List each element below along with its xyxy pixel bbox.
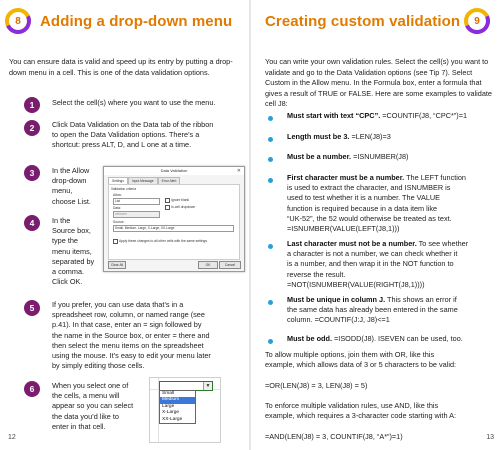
left-page bbox=[0, 0, 249, 450]
source-input[interactable]: Small, Medium, Large, X-Large, XX-Large bbox=[113, 225, 234, 232]
cancel-button[interactable]: Cancel bbox=[219, 261, 241, 269]
dialog-body bbox=[108, 184, 240, 260]
rule-heading: Must be a number. bbox=[287, 152, 352, 161]
step-line: spreadsheet row, column, or named range (see bbox=[52, 310, 205, 320]
page-badge-number: 9 bbox=[474, 15, 480, 27]
right-intro: You can write your own validation rules. Select the cell(s) you want to validate and go to the Data Validation options (see Tip 7). Select Custom in the Allow menu. In the Formula box, enter a formula that gives a result of TRUE or FALSE. Here are some examples to validate cell J8: bbox=[265, 57, 492, 109]
rule-line: is used to extract the character, and ISNUMBER is bbox=[287, 183, 451, 193]
validation-rule bbox=[287, 295, 499, 326]
note-line: example, which allows data of 3 or 5 characters to be valid: bbox=[265, 360, 457, 370]
step-line: p.41). In that case, enter an = sign followed by bbox=[52, 320, 202, 330]
rule-line: a character is not a number, we can check whether it bbox=[287, 249, 458, 259]
bullet-icon bbox=[268, 137, 273, 142]
step-line: In the Allow bbox=[52, 166, 90, 175]
rule-line: =NOT(ISNUMBER(VALUE(RIGHT(J8,1)))) bbox=[287, 279, 425, 289]
bullet-icon bbox=[268, 157, 273, 162]
left-intro: You can ensure data is valid and speed up its entry by putting a drop-down menu in a cell. This is one of the data validation options. bbox=[9, 57, 233, 77]
closing-notes bbox=[265, 350, 497, 442]
step-line: by simply editing those cells. bbox=[52, 361, 145, 371]
bullet-icon bbox=[268, 178, 273, 183]
left-title: Adding a drop-down menu bbox=[40, 13, 233, 30]
step-line: a comma. bbox=[52, 267, 85, 277]
allow-label: Allow: bbox=[113, 193, 122, 197]
step-line: shortcut: press ALT, D, and L one at a time. bbox=[52, 140, 192, 150]
step-line: the name in the Source box, or enter = there and bbox=[52, 330, 210, 340]
ok-button[interactable]: OK bbox=[198, 261, 218, 269]
validation-rule bbox=[287, 173, 499, 234]
close-icon[interactable]: ✕ bbox=[236, 168, 241, 174]
step-line: menu items, bbox=[52, 246, 92, 256]
step-5-text bbox=[52, 300, 247, 371]
rule-line: =LEN(J8)=3 bbox=[349, 132, 391, 141]
page-badge-number: 8 bbox=[15, 15, 21, 27]
step-line: enter in that cell. bbox=[52, 421, 106, 431]
step-line: choose List. bbox=[52, 196, 91, 206]
dropdown-option[interactable]: Small bbox=[162, 391, 174, 396]
validation-rule bbox=[287, 132, 497, 142]
step-number: 6 bbox=[24, 381, 40, 397]
tab-settings[interactable]: Settings bbox=[108, 177, 128, 184]
note-line: To enforce multiple validation rules, use AND, like this bbox=[265, 401, 439, 411]
page-number-right: 13 bbox=[486, 434, 494, 441]
step-4-text bbox=[52, 216, 102, 287]
rule-line: =ISNUMBER(J8) bbox=[351, 152, 409, 161]
step-line: to open the Data Validation options. There’s a bbox=[52, 130, 200, 140]
step-line: Source box, bbox=[52, 226, 91, 236]
dropdown-option[interactable]: Large bbox=[162, 403, 175, 409]
step-number: 1 bbox=[24, 97, 40, 113]
source-label: Source: bbox=[113, 220, 125, 224]
rule-line: the same data has already been entered in the same bbox=[287, 305, 458, 315]
clear-all-button[interactable]: Clear All bbox=[108, 261, 126, 269]
step-line: drop-down bbox=[52, 176, 87, 186]
rule-line: This shows an error if bbox=[385, 295, 457, 304]
note-line: =AND(LEN(J8) = 3, COUNTIF(J8, “A*”)=1) bbox=[265, 431, 403, 441]
step-number: 4 bbox=[24, 215, 40, 231]
bullet-icon bbox=[268, 339, 273, 344]
ignore-blank-checkbox[interactable] bbox=[165, 198, 170, 203]
dropdown-option-selected[interactable]: Medium bbox=[160, 397, 195, 403]
validation-rule bbox=[287, 111, 497, 121]
page-badge-right bbox=[464, 8, 490, 34]
rule-line: is a number, and then wrap it in the NOT function to bbox=[287, 259, 454, 269]
validation-rule bbox=[287, 239, 499, 290]
dropdown-screenshot bbox=[149, 377, 221, 443]
rule-line: To see whether bbox=[416, 239, 469, 248]
step-line: the cells, a menu will bbox=[52, 391, 120, 401]
step-line: In the bbox=[52, 216, 71, 225]
page-badge-left bbox=[5, 8, 31, 34]
dialog-title: Data Validation bbox=[104, 167, 244, 175]
rule-heading: Last character must not be a number. bbox=[287, 239, 417, 248]
rule-heading: First character must be a number. bbox=[287, 173, 405, 182]
rule-line: “UK-52”, the 52 would otherwise be treated as text. bbox=[287, 213, 452, 223]
ignore-blank-label: Ignore blank bbox=[171, 198, 190, 202]
step-line: Select the cell(s) where you want to use the menu. bbox=[52, 98, 216, 107]
step-line: type the bbox=[52, 236, 78, 246]
step-line: Click OK. bbox=[52, 277, 83, 287]
tab-error-alert[interactable]: Error Alert bbox=[158, 177, 181, 184]
data-validation-dialog bbox=[103, 166, 245, 272]
bullet-icon bbox=[268, 244, 273, 249]
step-line: then select the menu items on the spreadsheet bbox=[52, 340, 204, 350]
step-3-text bbox=[52, 166, 102, 207]
in-cell-dropdown-checkbox[interactable] bbox=[165, 205, 170, 210]
dropdown-option[interactable]: XX-Large bbox=[162, 416, 183, 422]
allow-select[interactable]: List bbox=[113, 198, 160, 205]
step-1-text bbox=[52, 98, 242, 108]
note-line: example, which requires a 3-character code starting with A: bbox=[265, 411, 457, 421]
right-title: Creating custom validation bbox=[265, 13, 461, 30]
step-line: menu, bbox=[52, 186, 73, 196]
rule-line: =ISODD(J8). ISEVEN can be used, too. bbox=[332, 334, 463, 343]
step-line: the data you’d like to bbox=[52, 411, 119, 421]
bullet-icon bbox=[268, 116, 273, 121]
rule-line: column. =COUNTIF(J:J, J8)<=1 bbox=[287, 315, 390, 325]
rule-line: The LEFT function bbox=[404, 173, 466, 182]
rule-line: used to test whether it is a number. The VALUE bbox=[287, 193, 441, 203]
rule-line: function is required because in a data item like bbox=[287, 203, 438, 213]
apply-all-label: Apply these changes to all other cells with the same settings bbox=[119, 239, 207, 243]
data-select[interactable]: between bbox=[113, 211, 160, 218]
data-label: Data: bbox=[113, 206, 121, 210]
rule-line: =COUNTIF(J8, “CPC*”)=1 bbox=[380, 111, 468, 120]
tab-input-message[interactable]: Input Message bbox=[128, 177, 158, 184]
rule-heading: Must be unique in column J. bbox=[287, 295, 386, 304]
validation-rule bbox=[287, 334, 499, 344]
rule-heading: Must start with text “CPC”. bbox=[287, 111, 381, 120]
rule-heading: Must be odd. bbox=[287, 334, 332, 343]
in-cell-dropdown-label: In-cell dropdown bbox=[171, 205, 196, 209]
step-2-text bbox=[52, 120, 247, 151]
step-line: appear so you can select bbox=[52, 401, 134, 411]
step-line: separated by bbox=[52, 256, 95, 266]
apply-all-checkbox[interactable] bbox=[113, 239, 118, 244]
step-line: When you select one of bbox=[52, 381, 129, 390]
step-number: 3 bbox=[24, 165, 40, 181]
criteria-label: Validation criteria bbox=[111, 187, 137, 191]
chevron-down-icon[interactable]: ▼ bbox=[203, 382, 212, 390]
step-line: using the mouse. It’s easy to edit your menu later bbox=[52, 351, 211, 361]
dialog-tabs bbox=[108, 177, 180, 184]
step-line: Click Data Validation on the Data tab of the ribbon bbox=[52, 120, 214, 129]
step-line: If you prefer, you can use data that’s in a bbox=[52, 300, 184, 309]
rule-heading: Length must be 3. bbox=[287, 132, 350, 141]
note-line: =OR(LEN(J8) = 3, LEN(J8) = 5) bbox=[265, 380, 368, 390]
validation-rule bbox=[287, 152, 497, 162]
rule-line: reverse the result. bbox=[287, 269, 346, 279]
rule-line: =ISNUMBER(VALUE(LEFT(J8,1))) bbox=[287, 224, 400, 234]
bullet-icon bbox=[268, 300, 273, 305]
dropdown-list bbox=[159, 390, 196, 424]
step-6-text bbox=[52, 381, 147, 432]
step-number: 5 bbox=[24, 300, 40, 316]
dropdown-option[interactable]: X-Large bbox=[162, 410, 180, 416]
right-page bbox=[251, 0, 500, 450]
page-number-left: 12 bbox=[8, 434, 16, 441]
note-line: To allow multiple options, join them with OR, like this bbox=[265, 350, 435, 359]
step-number: 2 bbox=[24, 120, 40, 136]
